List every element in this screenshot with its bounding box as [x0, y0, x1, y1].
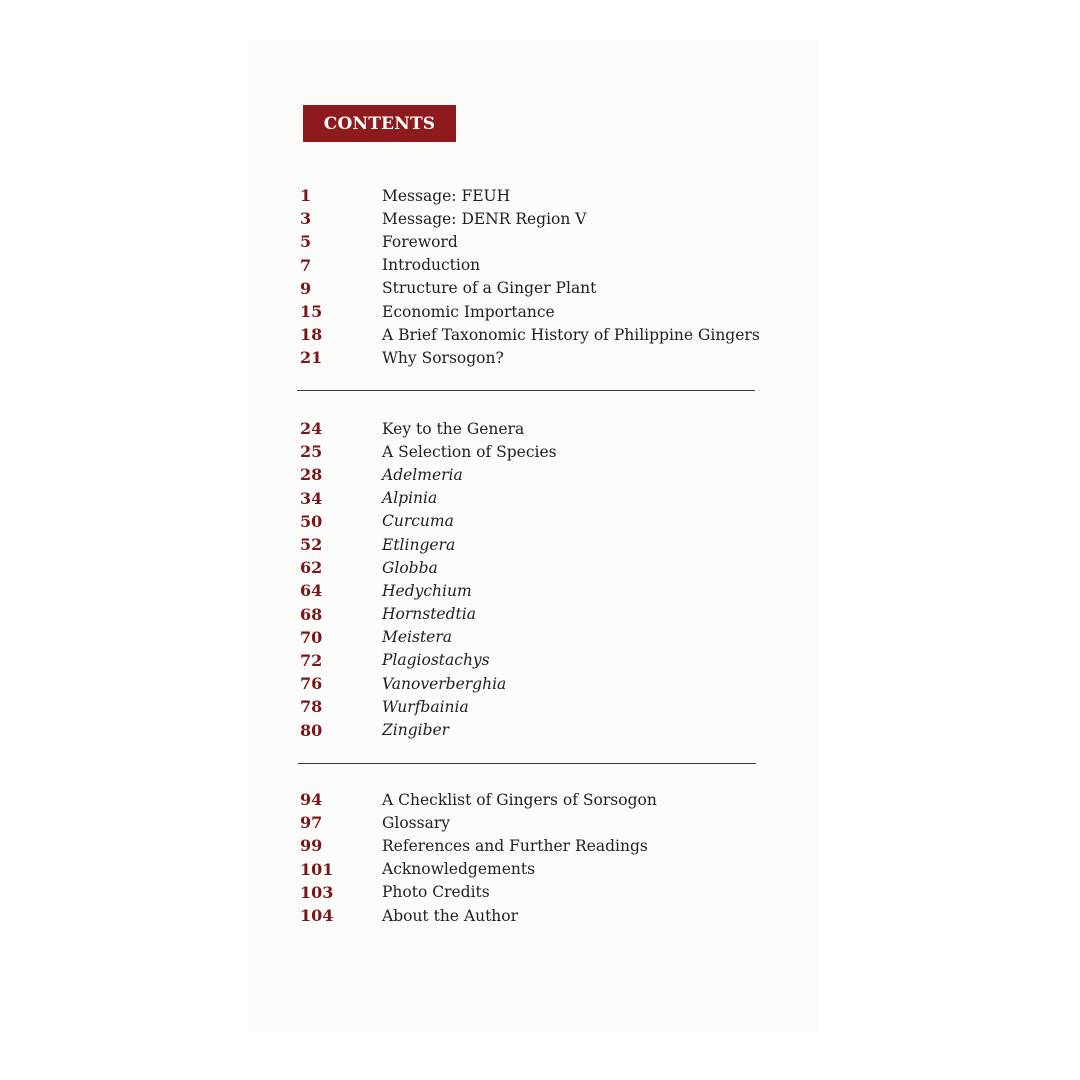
- toc-section-back-matter: [300, 788, 657, 927]
- toc-title: Key to the Genera: [382, 419, 525, 438]
- toc-title: Glossary: [382, 813, 450, 832]
- toc-title: Globba: [382, 558, 438, 577]
- toc-title: Message: DENR Region V: [382, 209, 587, 228]
- toc-section-species: [300, 417, 557, 742]
- toc-entry[interactable]: [300, 487, 557, 510]
- toc-title: Structure of a Ginger Plant: [382, 279, 597, 298]
- toc-title: Plagiostachys: [382, 651, 490, 670]
- toc-page-number: 9: [300, 278, 312, 298]
- toc-entry[interactable]: [300, 510, 557, 533]
- toc-entry[interactable]: [300, 440, 557, 463]
- toc-page-number: 18: [300, 325, 323, 345]
- toc-entry[interactable]: [300, 881, 657, 904]
- toc-section-front-matter: [300, 184, 760, 370]
- toc-page-number: 1: [300, 186, 312, 206]
- toc-title: Curcuma: [382, 512, 454, 531]
- toc-title: Why Sorsogon?: [382, 348, 504, 367]
- toc-page-number: 15: [300, 302, 323, 322]
- toc-page-number: 50: [300, 511, 323, 531]
- contents-heading: [303, 105, 456, 142]
- toc-page-number: 76: [300, 674, 323, 694]
- toc-page-number: 64: [300, 581, 323, 601]
- toc-entry[interactable]: [300, 811, 657, 834]
- toc-page-number: 52: [300, 535, 323, 555]
- toc-title: Alpinia: [382, 489, 438, 508]
- contents-heading-label: CONTENTS: [323, 113, 436, 134]
- toc-entry[interactable]: [300, 300, 760, 323]
- toc-page-number: 28: [300, 465, 323, 485]
- toc-page-number: 24: [300, 419, 323, 439]
- toc-entry[interactable]: [300, 603, 557, 626]
- toc-entry[interactable]: [300, 556, 557, 579]
- toc-page-number: 101: [300, 859, 334, 879]
- section-divider: [297, 390, 755, 391]
- toc-title: Etlingera: [382, 535, 456, 554]
- toc-entry[interactable]: [300, 788, 657, 811]
- toc-title: Photo Credits: [382, 883, 490, 902]
- toc-entry[interactable]: [300, 579, 557, 602]
- toc-title: Economic Importance: [382, 302, 555, 321]
- toc-entry[interactable]: [300, 858, 657, 881]
- toc-entry[interactable]: [300, 672, 557, 695]
- toc-title: A Checklist of Gingers of Sorsogon: [382, 790, 657, 809]
- toc-entry[interactable]: [300, 718, 557, 741]
- toc-title: Acknowledgements: [382, 860, 536, 879]
- toc-entry[interactable]: [300, 695, 557, 718]
- toc-title: Meistera: [382, 628, 453, 647]
- toc-page-number: 78: [300, 697, 323, 717]
- toc-page-number: 97: [300, 813, 323, 833]
- toc-page-number: 21: [300, 348, 323, 368]
- toc-page-number: 5: [300, 232, 312, 252]
- toc-page-number: 80: [300, 720, 323, 740]
- toc-page-number: 3: [300, 209, 312, 229]
- toc-page-number: 104: [300, 906, 334, 926]
- toc-title: About the Author: [382, 906, 519, 925]
- toc-entry[interactable]: [300, 834, 657, 857]
- toc-entry[interactable]: [300, 463, 557, 486]
- toc-entry[interactable]: [300, 533, 557, 556]
- toc-entry[interactable]: [300, 230, 760, 253]
- toc-title: Foreword: [382, 232, 458, 251]
- toc-entry[interactable]: [300, 184, 760, 207]
- toc-page-number: 7: [300, 255, 312, 275]
- toc-entry[interactable]: [300, 277, 760, 300]
- section-divider: [298, 763, 756, 764]
- toc-entry[interactable]: [300, 346, 760, 369]
- toc-page-number: 68: [300, 604, 323, 624]
- toc-entry[interactable]: [300, 323, 760, 346]
- toc-page-number: 62: [300, 558, 323, 578]
- toc-page-number: 70: [300, 627, 323, 647]
- toc-entry[interactable]: [300, 649, 557, 672]
- toc-title: Hornstedtia: [382, 605, 476, 624]
- toc-page-number: 94: [300, 790, 323, 810]
- toc-entry[interactable]: [300, 904, 657, 927]
- toc-title: References and Further Readings: [382, 836, 648, 855]
- toc-page-number: 72: [300, 650, 323, 670]
- toc-page-number: 34: [300, 488, 323, 508]
- toc-title: A Selection of Species: [382, 442, 557, 461]
- toc-title: Introduction: [382, 256, 481, 275]
- toc-entry[interactable]: [300, 417, 557, 440]
- toc-title: Vanoverberghia: [382, 674, 507, 693]
- toc-page-number: 25: [300, 442, 323, 462]
- toc-page-number: 103: [300, 882, 334, 902]
- toc-entry[interactable]: [300, 626, 557, 649]
- toc-entry[interactable]: [300, 254, 760, 277]
- toc-title: Wurfbainia: [382, 697, 469, 716]
- toc-title: Hedychium: [382, 581, 472, 600]
- toc-title: Adelmeria: [382, 465, 463, 484]
- toc-entry[interactable]: [300, 207, 760, 230]
- toc-title: Zingiber: [382, 721, 450, 740]
- toc-title: A Brief Taxonomic History of Philippine Gingers: [382, 325, 760, 344]
- toc-title: Message: FEUH: [382, 186, 511, 205]
- toc-page-number: 99: [300, 836, 323, 856]
